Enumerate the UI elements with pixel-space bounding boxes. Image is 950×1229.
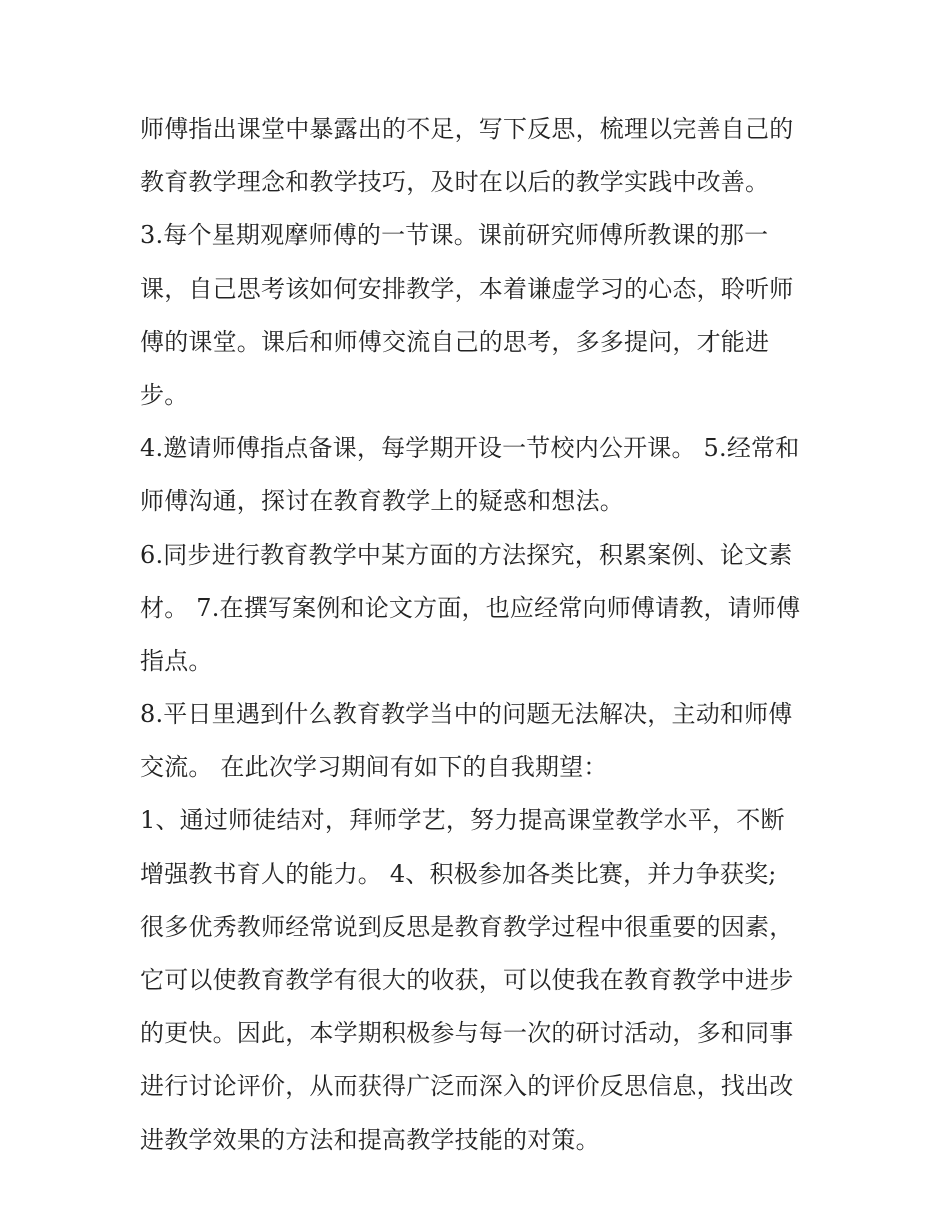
text-line: 4.邀请师傅指点备课，每学期开设一节校内公开课。 5.经常和 bbox=[140, 434, 800, 463]
text-line: 6.同步进行教育教学中某方面的方法探究，积累案例、论文素 bbox=[140, 540, 793, 569]
text-line: 材。 7.在撰写案例和论文方面，也应经常向师傅请教，请师傅 bbox=[140, 593, 801, 622]
text-line: 课，自己思考该如何安排教学，本着谦虚学习的心态，聆听师 bbox=[140, 274, 794, 303]
text-line: 指点。 bbox=[140, 646, 213, 675]
text-line: 它可以使教育教学有很大的收获，可以使我在教育教学中进步 bbox=[140, 966, 794, 994]
text-line: 增强教书育人的能力。 4、积极参加各类比赛，并力争获奖; bbox=[140, 859, 777, 888]
text-line: 步。 bbox=[140, 380, 189, 409]
text-line: 傅的课堂。课后和师傅交流自己的思考，多多提问，才能进 bbox=[140, 327, 770, 356]
text-line: 很多优秀教师经常说到反思是教育教学过程中很重要的因素， bbox=[140, 912, 794, 941]
text-line: 师傅指出课堂中暴露出的不足，写下反思，梳理以完善自己的 bbox=[140, 115, 794, 143]
text-line: 3.每个星期观摩师傅的一节课。课前研究师傅所教课的那一 bbox=[140, 221, 769, 250]
text-line: 进行讨论评价，从而获得广泛而深入的评价反思信息，找出改 bbox=[140, 1072, 794, 1101]
body-text bbox=[140, 103, 840, 1167]
text-line: 教育教学理念和教学技巧，及时在以后的教学实践中改善。 bbox=[140, 168, 770, 197]
text-line: 1、通过师徒结对，拜师学艺，努力提高课堂教学水平，不断 bbox=[140, 806, 785, 835]
text-line: 8.平日里遇到什么教育教学当中的问题无法解决，主动和师傅 bbox=[140, 700, 793, 729]
text-line: 的更快。因此，本学期积极参与每一次的研讨活动，多和同事 bbox=[140, 1019, 794, 1048]
text-line: 师傅沟通，探讨在教育教学上的疑惑和想法。 bbox=[140, 487, 624, 516]
text-line: 进教学效果的方法和提高教学技能的对策。 bbox=[140, 1125, 600, 1154]
text-line: 交流。 在此次学习期间有如下的自我期望： bbox=[140, 753, 608, 782]
